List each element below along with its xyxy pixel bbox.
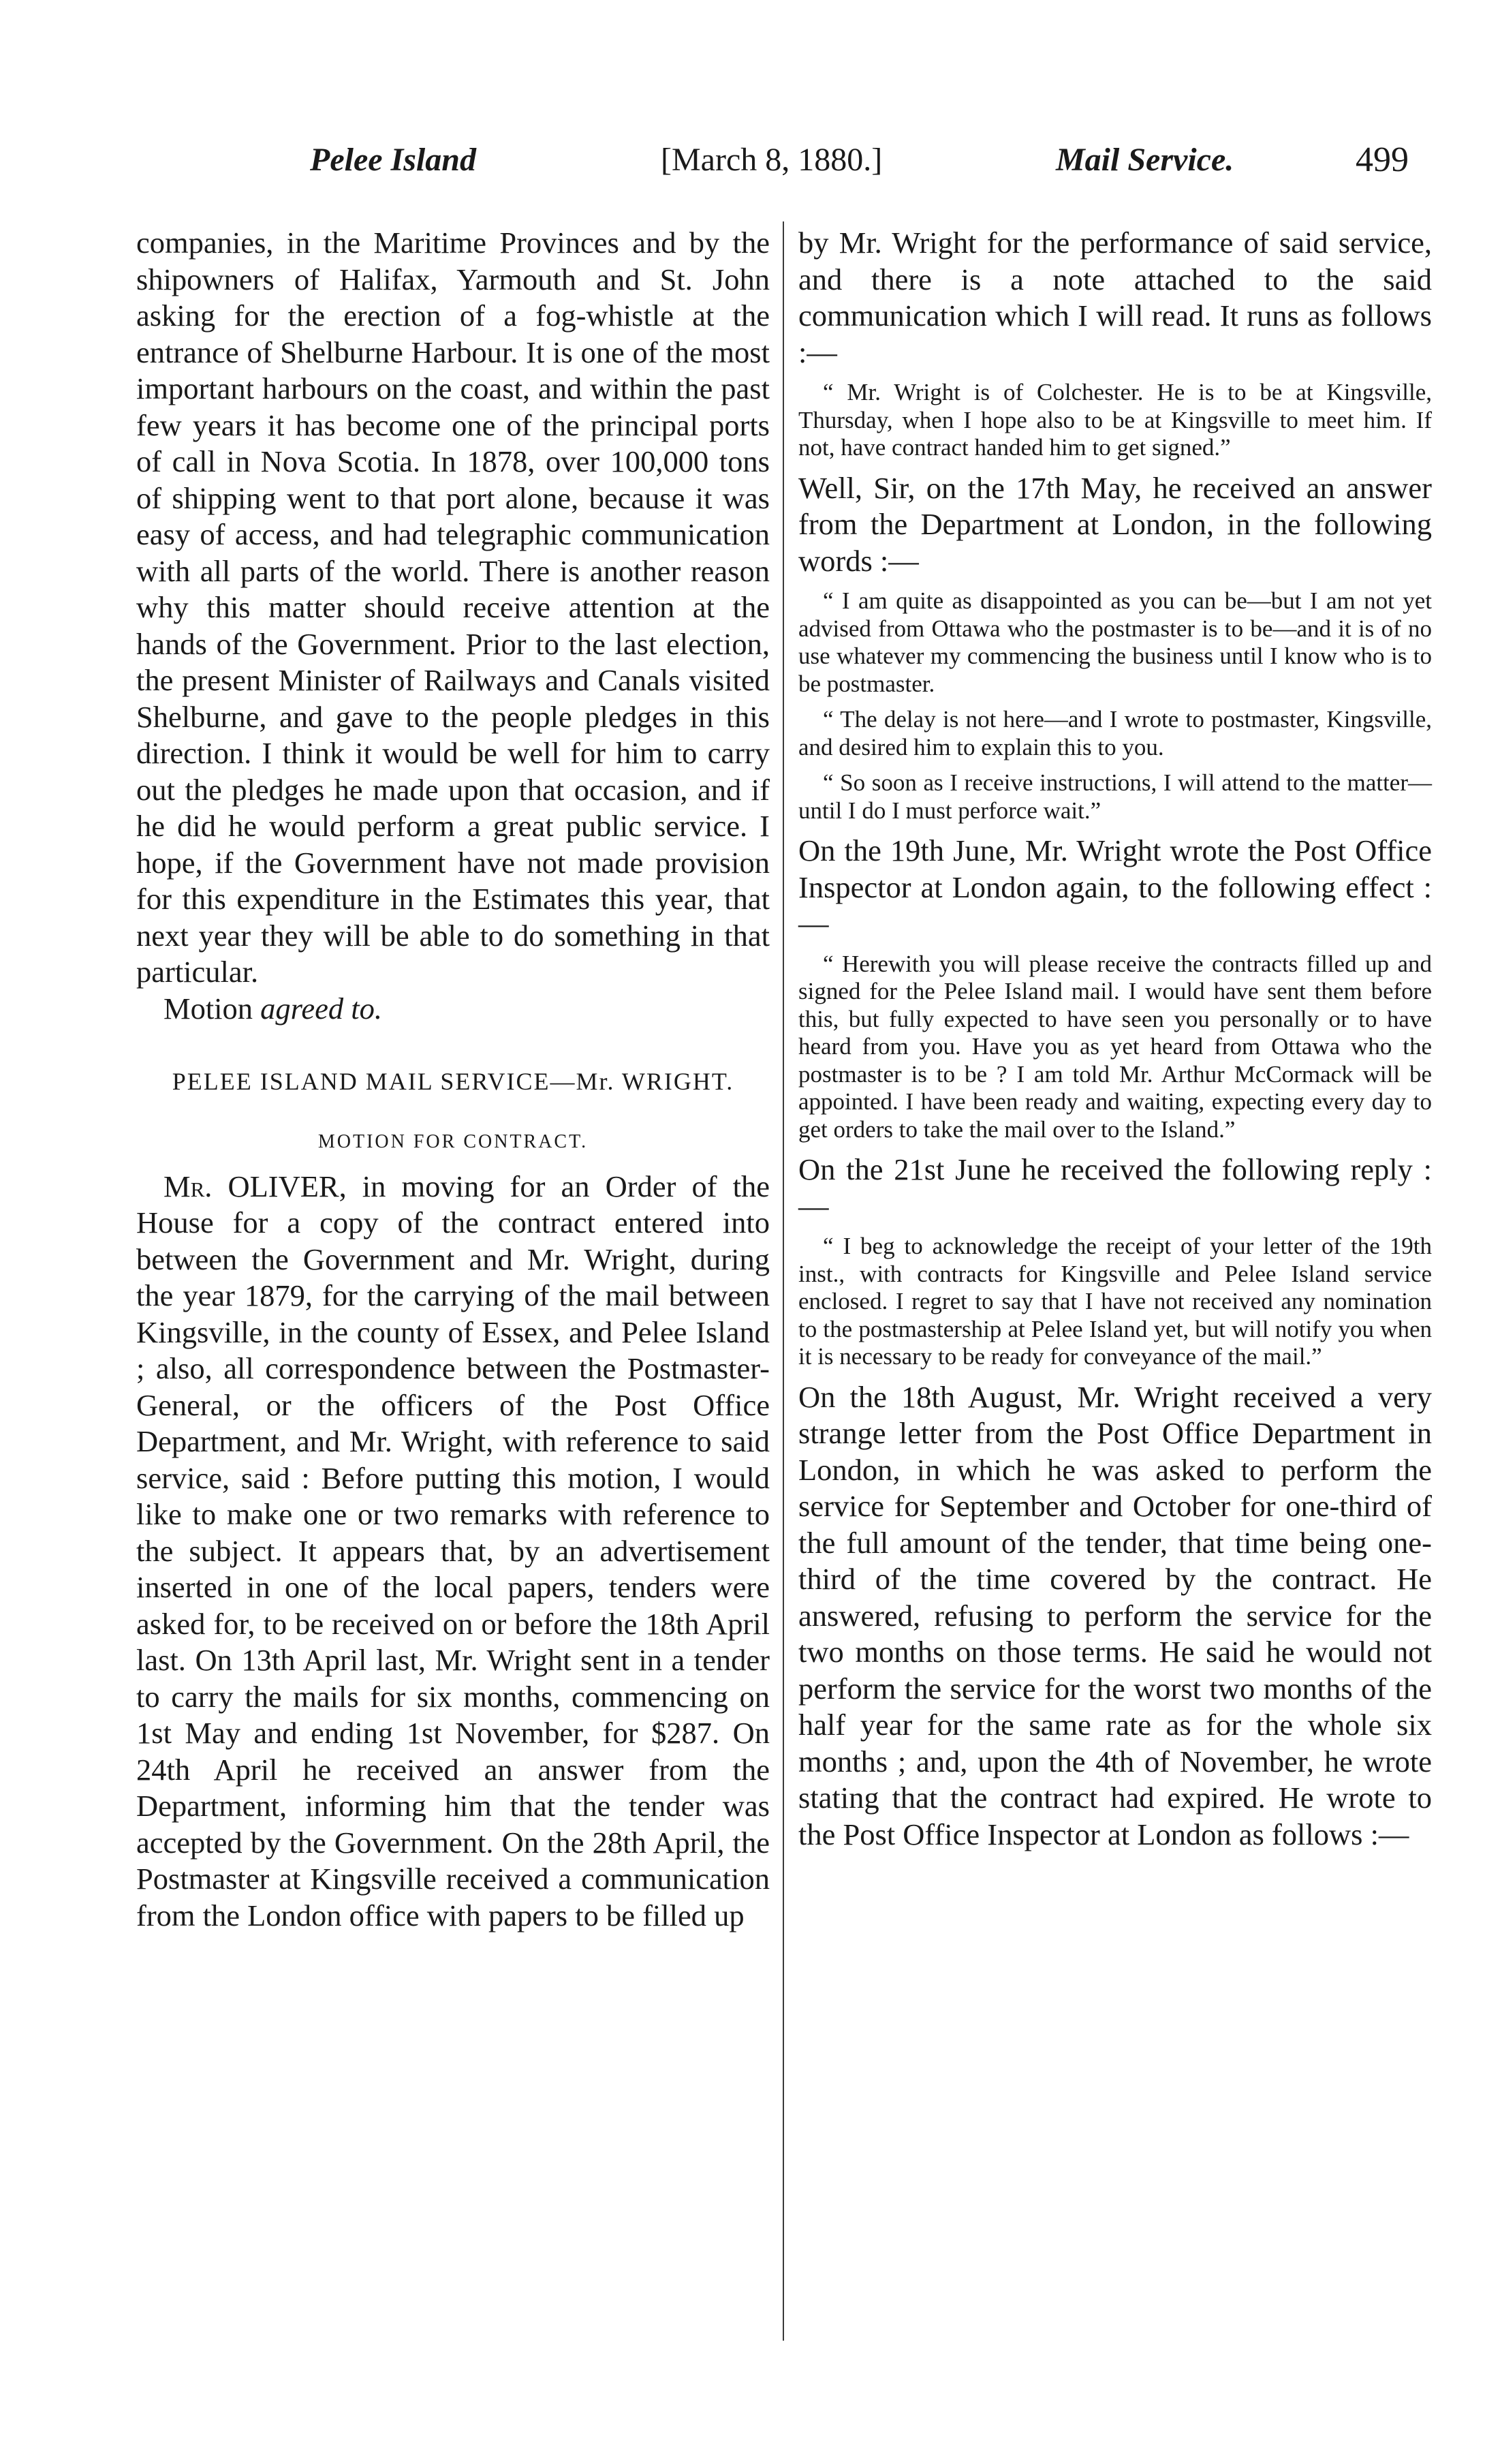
quoted-letter: “ The delay is not here—and I wrote to postmaster, Kingsville, and desired him to explain this to you. xyxy=(798,706,1432,760)
speech-text: in moving for an Order of the House for a copy of the contract entered into between the Government and Mr. Wright, during the year 1879, for the carrying of the mail between Kingsville, in the county of Essex, and Pelee Island ; also, all correspondence between the Postmaster-General, or the officers of the Post Office Department, and Mr. Wright, with reference to said service, said : Before putting this motion, I would like to make one or two remarks with reference to the subject. It appears that, by an advertisement inserted in one of the local papers, tenders were asked for, to be received on or before the 18th April last. On 13th April last, Mr. Wright sent in a tender to carry the mails for six months, commencing on 1st May and ending 1st November, for $287. On 24th April he received an answer from the Department, informing him that the tender was accepted by the Government. On the 28th April, the Postmaster at Kingsville received a communication from the London office with papers to be filled up xyxy=(136,1169,770,1932)
paragraph: On the 21st June he received the following reply :— xyxy=(798,1152,1432,1223)
paragraph: by Mr. Wright for the performance of said service, and there is a note attached to the said communication which I will read. It runs as follows :— xyxy=(798,226,1432,369)
paragraph: On the 19th June, Mr. Wright wrote the Post Office Inspector at London again, to the following effect :— xyxy=(798,833,1432,940)
paragraph: Well, Sir, on the 17th May, he received an answer from the Department at London, in the following words :— xyxy=(798,470,1432,578)
running-header xyxy=(136,140,1431,194)
column-divider xyxy=(783,221,784,2341)
motion-prefix: Motion xyxy=(163,991,261,1026)
paragraph: On the 18th August, Mr. Wright received a very strange letter from the Post Office Department in London, in which he was asked to perform the service for September and October for one-third of the full amount of the tender, that time being one-third of the time covered by the contract. He answered, refusing to perform the service for the two months on those terms. He said he would not perform the service for the worst two months of the half year for the same rate as for the whole six months ; and, upon the 4th of November, he wrote stating that the contract had expired. He wrote to the Post Office Inspector at London as follows :— xyxy=(798,1379,1432,1851)
quoted-letter: “ I beg to acknowledge the receipt of your letter of the 19th inst., with contracts for Kingsville and Pelee Island service enclosed. I regret to say that I have not received any nomination to the postmastership at Pelee Island yet, but will notify you when it is necessary to be ready for conveyance of the mail.” xyxy=(798,1233,1432,1370)
header-subject-right: Mail Service. xyxy=(1056,142,1234,178)
page-number: 499 xyxy=(1356,140,1409,179)
motion-result xyxy=(136,991,770,1028)
quoted-letter: “ Herewith you will please receive the contracts filled up and signed for the Pelee Island mail. I would have sent them before this, but fully expected to have seen you personally or to have heard from you. Have you as yet heard from Ottawa who the postmaster is to be ? I am told Mr. Arthur McCormack will be appointed. I have been ready and waiting, expecting every day to get orders to take the mail over to the Island.” xyxy=(798,950,1432,1143)
motion-result-italic: agreed to. xyxy=(260,991,382,1026)
section-subtitle: MOTION FOR CONTRACT. xyxy=(317,1131,589,1152)
header-date: [March 8, 1880.] xyxy=(661,142,883,178)
quoted-letter: “ Mr. Wright is of Colchester. He is to be at Kingsville, Thursday, when I hope also to be at Kingsville to meet him. If not, have contract handed him to get signed.” xyxy=(798,379,1432,461)
paragraph: companies, in the Maritime Provinces and by the shipowners of Halifax, Yarmouth and St. John asking for the erection of a fog-whistle at the entrance of Shelburne Harbour. It is one of the most important harbours on the coast, and within the past few years it has become one of the principal ports of call in Nova Scotia. In 1878, over 100,000 tons of shipping went to that port alone, because it was easy of access, and had telegraphic communication with all parts of the world. There is another reason why this matter should receive attention at the hands of the Government. Prior to the last election, the present Minister of Railways and Canals visited Shelburne, and gave to the people pledges in this direction. I think it would be well for him to carry out the pledges he made upon that occasion, and if he did he would perform a great public service. I hope, if the Government have not made provision for this expenditure in the Estimates this year, that next year they will be able to do something in that particular. xyxy=(136,226,770,989)
speaker-name: Mr. OLIVER, xyxy=(163,1169,347,1203)
quoted-letter: “ I am quite as disappointed as you can be—but I am not yet advised from Ottawa who the postmaster is to be—and it is of no use whatever my commencing the business until I know who is to be postmaster. xyxy=(798,587,1432,697)
right-column xyxy=(798,225,1432,1853)
quoted-letter: “ So soon as I receive instructions, I will attend to the matter—until I do I must perforce wait.” xyxy=(798,769,1432,824)
section-title: PELEE ISLAND MAIL SERVICE—Mr. WRIGHT. xyxy=(172,1068,734,1095)
left-column xyxy=(136,225,770,1934)
speech-paragraph xyxy=(136,1169,770,1935)
header-subject-left: Pelee Island xyxy=(310,142,476,178)
